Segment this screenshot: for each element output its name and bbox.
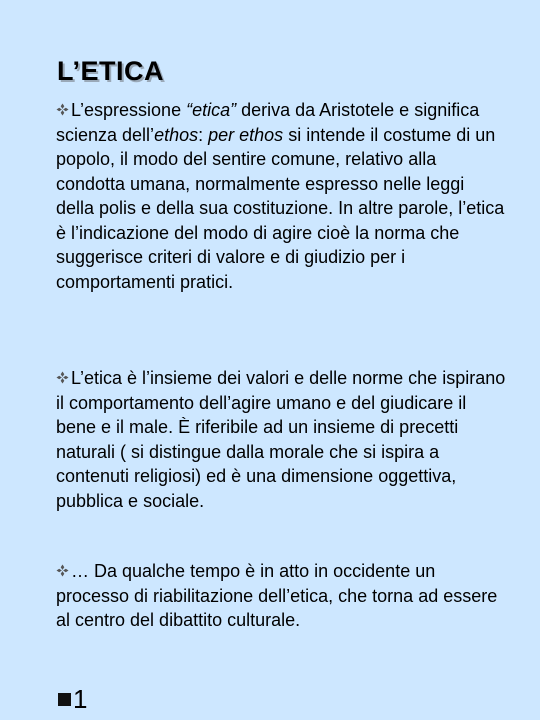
paragraph-2 (56, 366, 506, 513)
paragraph-1-segment: “etica” (186, 100, 237, 120)
paragraph-3-text (56, 561, 497, 630)
diamond-bullet-icon (56, 564, 69, 577)
paragraph-1-segment: ethos (154, 124, 199, 145)
paragraph-2-segment: L’etica è l’insieme dei valori e delle norme che ispirano il comportamento dell’agire umano e del giudicare il bene e il male. È riferibile ad un insieme di precetti naturali ( si distingue dalla morale che si ispira a contenuti religiosi) ed è una dimensione oggettiva, pubblica e sociale. (56, 368, 506, 511)
paragraph-1 (56, 98, 506, 294)
diamond-bullet-icon (56, 371, 69, 384)
paragraph-1-segment: per ethos (208, 124, 284, 145)
paragraph-2-text (56, 368, 505, 511)
page-number-value: 1 (73, 684, 88, 714)
paragraph-1-segment: si intende il costume di un popolo, il modo del sentire comune, relativo alla condotta umana, normalmente espresso nelle leggi della polis e della sua costituzione. In altre parole, l’etica è l’indicazione del modo di agire cioè la norma che suggerisce criteri di valore e di giudizio per i comportamenti pratici. (56, 124, 505, 292)
paragraph-1-text (56, 100, 504, 292)
paragraph-3-segment: … Da qualche tempo è in atto in occidente un processo di riabilitazione dell’etica, che torna ad essere al centro del dibattito culturale. (56, 561, 498, 630)
slide-title: L’ETICA (57, 56, 165, 86)
paragraph-1-segment: : (198, 124, 209, 145)
square-bullet-icon (58, 693, 71, 706)
diamond-bullet-icon (56, 103, 69, 116)
paragraph-1-segment: L’espressione (71, 100, 187, 120)
paragraph-3 (56, 559, 506, 633)
paragraph-1-segment: deriva da Aristotele e significa scienza dell’ (56, 100, 480, 145)
page-number (58, 684, 87, 714)
